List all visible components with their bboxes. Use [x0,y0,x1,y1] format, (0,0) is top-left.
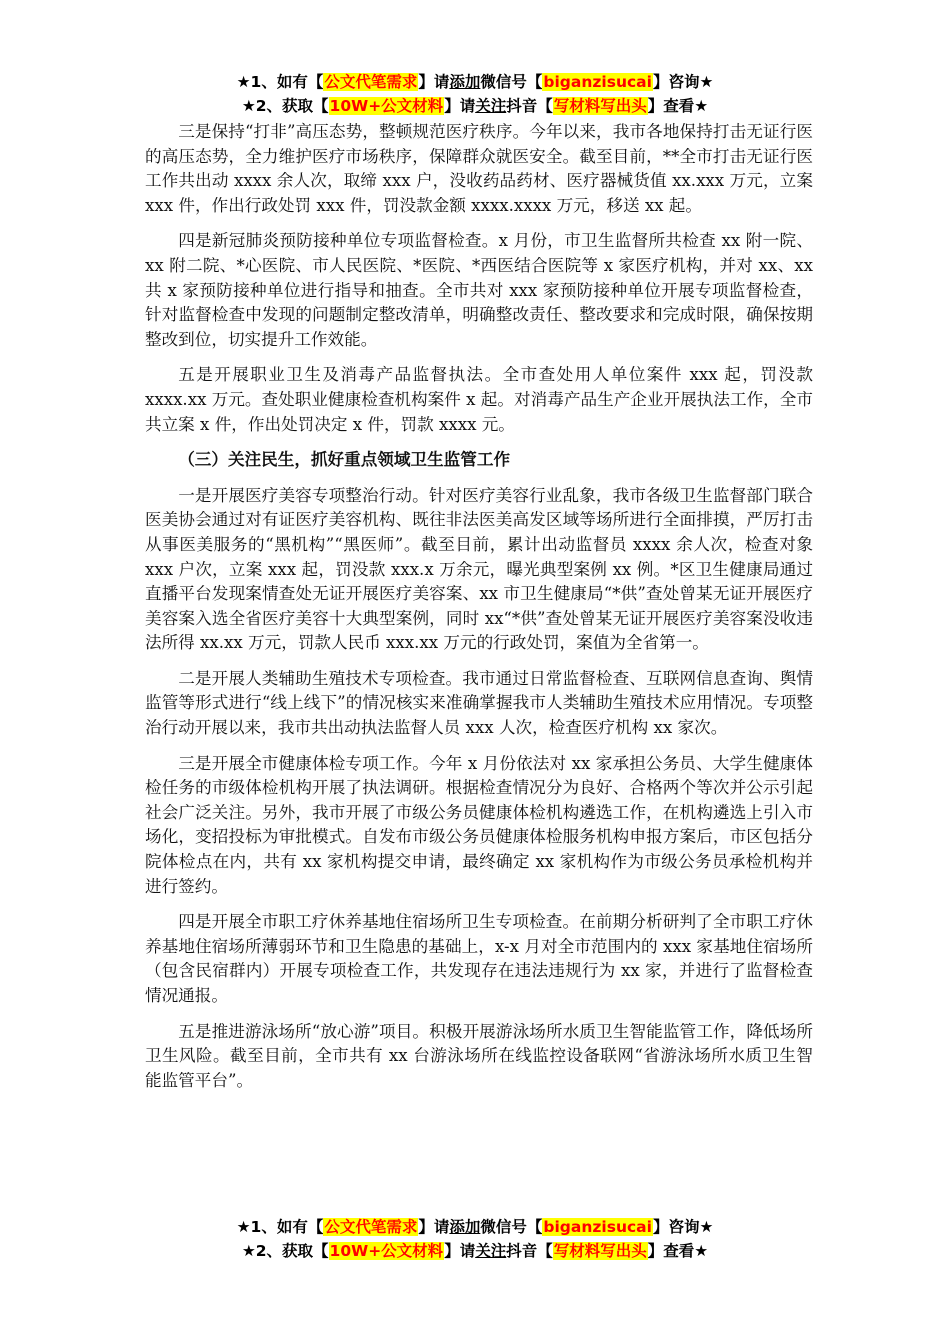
paragraph: 四是新冠肺炎预防接种单位专项监督检查。x 月份，市卫生监督所共检查 xx 附一院、xx 附二院、*心医院、市人民医院、*医院、*西医结合医院等 x 家医疗机构，并对 xx、xx 共 x 家预防接种单位进行指导和抽查。全市共对 xxx 家预防接种单位开展专项监督检查，针对监督检查中发现的问题制定整改清单，明确整改责任、整改要求和完成时限，确保按期整改到位，切实提升工作效能。 [145,231,813,349]
paragraph: 五是开展职业卫生及消毒产品监督执法。全市查处用人单位案件 xxx 起，罚没款 xxxx.xx 万元。查处职业健康检查机构案件 x 起。对消毒产品生产企业开展执法工作，全市共立案 x 件，作出处罚决定 x 件，罚款 xxxx 元。 [145,365,813,434]
banner-text: 】请 [418,73,450,91]
banner-underlined-text: 添加 [449,73,481,91]
section-heading: （三）关注民生，抓好重点领域卫生监管工作 [178,450,511,470]
banner-text: 微信号【 [480,1218,543,1236]
banner-highlight: 公文代笔需求 [324,1218,418,1236]
banner-line-2 [0,1239,950,1263]
banner-text: 】查看★ [647,97,709,115]
header-banner [0,70,950,118]
banner-text: ★2、获取【 [241,97,329,115]
banner-highlight: biganzisucai [543,73,652,91]
banner-highlight: 10W+公文材料 [329,1242,444,1260]
banner-text: ★1、如有【 [236,1218,324,1236]
banner-text: 抖音【 [506,1242,553,1260]
paragraph: 二是开展人类辅助生殖技术专项检查。我市通过日常监督检查、互联网信息查询、舆情监管等形式进行“线上线下”的情况核实来准确掌握我市人类辅助生殖技术应用情况。专项整治行动开展以来，我市共出动执法监督人员 xxx 人次，检查医疗机构 xx 家次。 [145,668,813,738]
banner-underlined-text: 添加 [449,1218,481,1236]
paragraph: 一是开展医疗美容专项整治行动。针对医疗美容行业乱象，我市各级卫生监督部门联合医美协会通过对有证医疗美容机构、既往非法医美高发区域等场所进行全面排摸，严厉打击从事医美服务的“黑机构”“黑医师”。截至目前，累计出动监督员 xxxx 余人次，检查对象 xxx 户次，立案 xxx 起，罚没款 xxx.x 万余元，曝光典型案例 xx 例。*区卫生健康局通过直播平台发现案情查处无证开展医疗美容案、xx 市卫生健康局“*供”查处曾某无证开展医疗美容案入选全省医疗美容十大典型案例，同时 xx“*供”查处曾某无证开展医疗美容案没收违法所得 xx.xx 万元，罚款人民币 xxx.xx 万元的行政处罚，案值为全省第一。 [145,485,813,653]
banner-line-1 [0,1215,950,1239]
document-body [145,120,813,1104]
banner-highlight: biganzisucai [543,1218,652,1236]
banner-text: 】请 [444,97,476,115]
paragraph: 三是开展全市健康体检专项工作。今年 x 月份依法对 xx 家承担公务员、大学生健康体检任务的市级体检机构开展了执法调研。根据检查情况分为良好、合格两个等次并公示引起社会广泛关注。另外，我市开展了市级公务员健康体检机构遴选工作，在机构遴选上引入市场化，变招投标为审批模式。自发布市级公务员健康体检服务机构申报方案后，市区包括分院体检点在内，共有 xx 家机构提交申请，最终确定 xx 家机构作为市级公务员承检机构并进行签约。 [145,753,813,896]
banner-text: 】查看★ [647,1242,709,1260]
banner-text: 】请 [444,1242,476,1260]
banner-underlined-text: 关注 [475,97,507,115]
paragraph: 五是推进游泳场所“放心游”项目。积极开展游泳场所水质卫生智能监管工作，降低场所卫生风险。截至目前，全市共有 xx 台游泳场所在线监控设备联网“省游泳场所水质卫生智能监管平台”。 [145,1021,813,1090]
paragraph: 四是开展全市职工疗休养基地住宿场所卫生专项检查。在前期分析研判了全市职工疗休养基地住宿场所薄弱环节和卫生隐患的基础上，x-x 月对全市范围内的 xxx 家基地住宿场所（包含民宿群内）开展专项检查工作，共发现存在违法违规行为 xx 家，并进行了监督检查情况通报。 [145,912,813,1005]
footer-banner [0,1215,950,1263]
banner-highlight: 写材料写出头 [553,1242,647,1260]
banner-line-2 [0,94,950,118]
banner-text: 】请 [418,1218,450,1236]
banner-text: 】咨询★ [652,73,714,91]
paragraph: 三是保持“打非”高压态势，整顿规范医疗秩序。今年以来，我市各地保持打击无证行医的高压态势，全力维护医疗市场秩序，保障群众就医安全。截至目前，**全市打击无证行医工作共出动 xxxx 余人次，取缔 xxx 户，没收药品药材、医疗器械货值 xx.xxx 万元，立案 xxx 件，作出行政处罚 xxx 件，罚没款金额 xxxx.xxxx 万元，移送 xx 起。 [145,122,813,215]
banner-text: ★2、获取【 [241,1242,329,1260]
banner-text: 微信号【 [480,73,543,91]
banner-text: 抖音【 [506,97,553,115]
banner-highlight: 公文代笔需求 [324,73,418,91]
banner-text: 】咨询★ [652,1218,714,1236]
banner-line-1 [0,70,950,94]
banner-highlight: 10W+公文材料 [329,97,444,115]
banner-text: ★1、如有【 [236,73,324,91]
banner-underlined-text: 关注 [475,1242,507,1260]
banner-highlight: 写材料写出头 [553,97,647,115]
